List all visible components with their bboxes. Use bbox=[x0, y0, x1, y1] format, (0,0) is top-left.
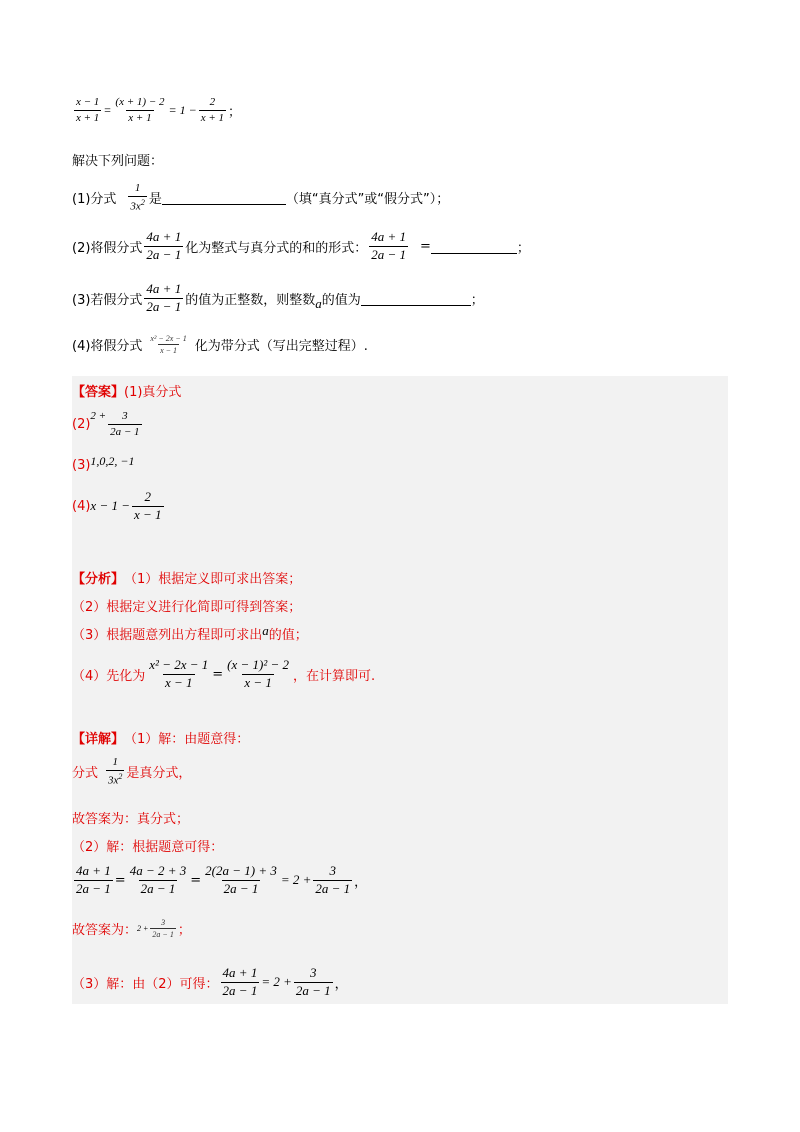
answer-blank[interactable] bbox=[361, 291, 471, 306]
fraction: $\frac{4a + 1}{2a - 1}$ bbox=[76, 863, 111, 896]
answer-2: (2) 2 + $\frac{3}{2a - 1}$ bbox=[72, 410, 140, 438]
question-4: (4)将假分式 $\frac{\text{x² − 2x − 1}}{x - 1}$ 化为带分式（写出完整过程）. bbox=[72, 334, 368, 356]
fraction: $\frac{3}{2a - 1}$ bbox=[110, 410, 140, 438]
analysis-line-4: （4）先化为 $\frac{\text{x² − 2x − 1}}{x - 1}$ = $\frac{\text{(x − 1)² − 2}}{x - 1}$ ，在计算即可. bbox=[72, 657, 376, 690]
fraction: $\frac{4a + 1}{2a - 1}$ bbox=[146, 229, 182, 262]
answer-blank[interactable] bbox=[431, 239, 517, 254]
fraction: $\frac{3}{2a - 1}$ bbox=[295, 965, 331, 998]
answer-4: (4) x − 1 − $\frac{2}{x - 1}$ bbox=[72, 489, 162, 522]
detail-line-6: 故答案为： 2 + $\frac{3}{2a - 1}$ ； bbox=[72, 918, 191, 940]
fraction: $\frac{4a + 1}{2a - 1}$ bbox=[371, 229, 406, 262]
intro-text: 解决下列问题： bbox=[72, 154, 164, 169]
question-2: (2)将假分式 $\frac{4a + 1}{2a - 1}$ 化为整式与真分式的和的形式： $\frac{4a + 1}{2a - 1}$ = ； bbox=[72, 229, 530, 262]
fraction: $\frac{x - 1}{x + 1}$ bbox=[76, 96, 100, 124]
fraction: $\frac{1}{3x^2}$ bbox=[108, 756, 123, 787]
fraction: $\frac{\text{(x − 1)² − 2}}{x - 1}$ bbox=[227, 657, 290, 690]
fraction: $\frac{4a + 1}{2a - 1}$ bbox=[146, 281, 182, 314]
fraction: $\frac{2(2a - 1) + 3}{2a - 1}$ bbox=[205, 863, 277, 896]
detail-equation: $\frac{4a + 1}{2a - 1}$ = $\frac{4a - 2 + 3}{2a - 1}$ = $\frac{2(2a - 1) + 3}{2a - 1}$ = 2 + $\frac{3}{2a - 1}$ ， bbox=[76, 863, 368, 896]
fraction: $\frac{4a + 1}{2a - 1}$ bbox=[222, 965, 258, 998]
fraction: $\frac{(x + 1) - 2}{x + 1}$ bbox=[115, 96, 165, 124]
fraction: $\frac{1}{3x^2}$ bbox=[130, 182, 145, 213]
detail-line-1: 【详解】 （1）解：由题意得： bbox=[72, 732, 250, 747]
fraction: $\frac{3}{2a - 1}$ bbox=[152, 918, 174, 940]
fraction: $\frac{3}{2a - 1}$ bbox=[315, 863, 351, 896]
fraction: $\frac{\text{x² − 2x − 1}}{x - 1}$ bbox=[149, 657, 209, 690]
answer-header: 【答案】 (1)真分式 bbox=[72, 385, 182, 400]
analysis-line-3: （3）根据题意列出方程即可求出 a 的值； bbox=[72, 622, 308, 643]
fraction: $\frac{4a - 2 + 3}{2a - 1}$ bbox=[129, 863, 187, 896]
detail-line-2: 分式 $\frac{1}{3x^2}$ 是真分式， bbox=[72, 756, 192, 787]
detail-line-4: （2）解：根据题意可得： bbox=[72, 840, 224, 855]
fraction: $\frac{2}{x - 1}$ bbox=[134, 489, 162, 522]
question-3: (3)若假分式 $\frac{4a + 1}{2a - 1}$ 的值为正整数，则整数 a 的值为 ； bbox=[72, 281, 484, 314]
answer-blank[interactable] bbox=[162, 190, 286, 205]
answer-3: (3) 1,0,2, −1 bbox=[72, 454, 135, 473]
fraction: $\frac{2}{x + 1}$ bbox=[200, 96, 224, 124]
fraction: $\frac{\text{x² − 2x − 1}}{x - 1}$ bbox=[150, 334, 187, 356]
detail-line-3: 故答案为：真分式； bbox=[72, 812, 190, 827]
detail-line-7: （3）解：由（2）可得： $\frac{4a + 1}{2a - 1}$ = 2 + $\frac{3}{2a - 1}$ ， bbox=[72, 965, 348, 998]
analysis-line-2: （2）根据定义进行化简即可得到答案； bbox=[72, 600, 302, 615]
question-1: (1)分式 $\frac{1}{3x^2}$ 是 （填“真分式”或“假分式”）； bbox=[72, 182, 450, 213]
analysis-line-1: 【分析】 （1）根据定义即可求出答案； bbox=[72, 572, 302, 587]
example-equation: $\frac{x - 1}{x + 1}$ = $\frac{(x + 1) - 2}{x + 1}$ = 1 − $\frac{2}{x + 1}$ ； bbox=[76, 96, 242, 124]
